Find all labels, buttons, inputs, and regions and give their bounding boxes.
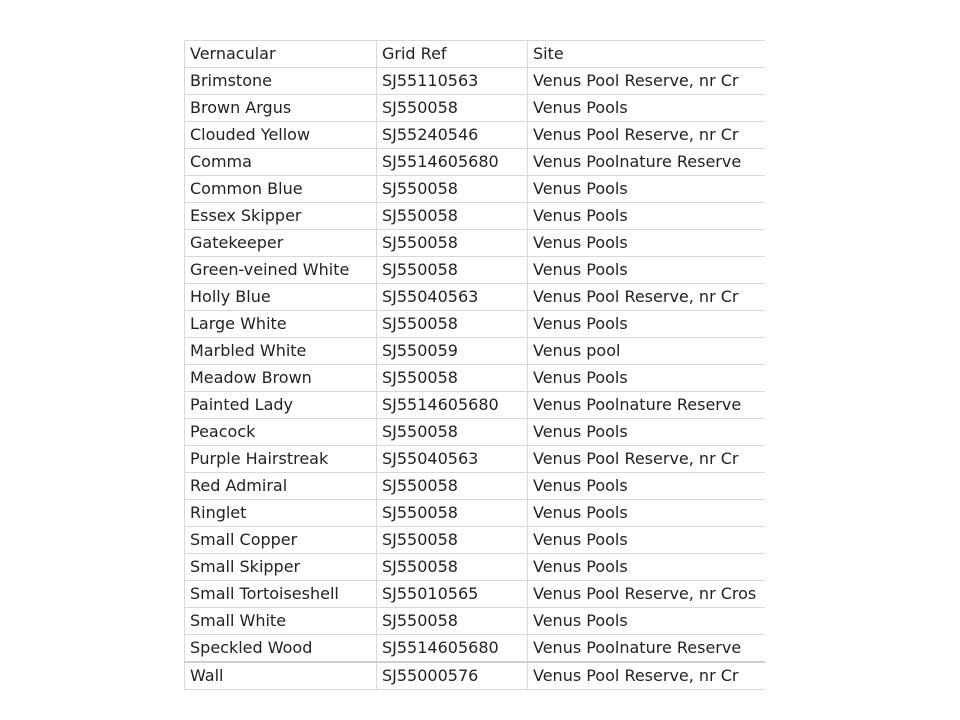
cell-vernacular: Small Tortoiseshell <box>185 581 377 608</box>
cell-vernacular: Comma <box>185 149 377 176</box>
header-grid-ref: Grid Ref <box>377 41 528 68</box>
cell-grid-ref: SJ550058 <box>377 365 528 392</box>
cell-vernacular: Brimstone <box>185 68 377 95</box>
cell-grid-ref: SJ550058 <box>377 95 528 122</box>
cell-site: Venus Pool Reserve, nr Cr <box>528 284 766 311</box>
cell-site: Venus Pools <box>528 176 766 203</box>
table-row <box>185 392 766 419</box>
cell-grid-ref: SJ550058 <box>377 473 528 500</box>
cell-site: Venus Pools <box>528 95 766 122</box>
cell-grid-ref: SJ550058 <box>377 257 528 284</box>
cell-vernacular: Small Skipper <box>185 554 377 581</box>
cell-grid-ref: SJ55010565 <box>377 581 528 608</box>
cell-grid-ref: SJ550058 <box>377 203 528 230</box>
cell-site: Venus Pool Reserve, nr Cros <box>528 581 766 608</box>
table-row <box>185 311 766 338</box>
cell-vernacular: Holly Blue <box>185 284 377 311</box>
cell-site: Venus Pools <box>528 230 766 257</box>
cell-site: Venus Pools <box>528 419 766 446</box>
cell-vernacular: Large White <box>185 311 377 338</box>
cell-site: Venus Poolnature Reserve <box>528 149 766 176</box>
cell-vernacular: Small Copper <box>185 527 377 554</box>
cell-site: Venus Pools <box>528 203 766 230</box>
table-row <box>185 203 766 230</box>
table-row <box>185 608 766 635</box>
cell-site: Venus Poolnature Reserve <box>528 392 766 419</box>
cell-vernacular: Clouded Yellow <box>185 122 377 149</box>
table-row <box>185 122 766 149</box>
cell-grid-ref: SJ550059 <box>377 338 528 365</box>
cell-grid-ref: SJ550058 <box>377 554 528 581</box>
table-row <box>185 257 766 284</box>
header-row <box>185 41 766 68</box>
table-row <box>185 365 766 392</box>
species-table <box>184 40 765 690</box>
cell-vernacular: Gatekeeper <box>185 230 377 257</box>
cell-vernacular: Brown Argus <box>185 95 377 122</box>
cell-grid-ref: SJ55000576 <box>377 662 528 690</box>
table-row <box>185 581 766 608</box>
table-row <box>185 419 766 446</box>
cell-site: Venus pool <box>528 338 766 365</box>
cell-grid-ref: SJ550058 <box>377 419 528 446</box>
table-row <box>185 500 766 527</box>
table-row <box>185 473 766 500</box>
cell-grid-ref: SJ550058 <box>377 176 528 203</box>
cell-site: Venus Pool Reserve, nr Cr <box>528 122 766 149</box>
cell-grid-ref: SJ55110563 <box>377 68 528 95</box>
cell-vernacular: Ringlet <box>185 500 377 527</box>
cell-site: Venus Pools <box>528 527 766 554</box>
cell-site: Venus Pools <box>528 608 766 635</box>
cell-site: Venus Poolnature Reserve <box>528 635 766 663</box>
cell-vernacular: Meadow Brown <box>185 365 377 392</box>
cell-site: Venus Pools <box>528 311 766 338</box>
cell-vernacular: Green-veined White <box>185 257 377 284</box>
cell-site: Venus Pool Reserve, nr Cr <box>528 662 766 690</box>
cell-grid-ref: SJ55240546 <box>377 122 528 149</box>
table-row <box>185 68 766 95</box>
table-row <box>185 176 766 203</box>
cell-vernacular: Small White <box>185 608 377 635</box>
cell-grid-ref: SJ55040563 <box>377 284 528 311</box>
header-vernacular: Vernacular <box>185 41 377 68</box>
cell-site: Venus Pools <box>528 365 766 392</box>
cell-grid-ref: SJ550058 <box>377 527 528 554</box>
table-row <box>185 527 766 554</box>
cell-vernacular: Speckled Wood <box>185 635 377 663</box>
table-row <box>185 284 766 311</box>
table-row <box>185 635 766 663</box>
table-row <box>185 338 766 365</box>
cell-site: Venus Pools <box>528 554 766 581</box>
header-site: Site <box>528 41 766 68</box>
cell-vernacular: Peacock <box>185 419 377 446</box>
cell-site: Venus Pool Reserve, nr Cr <box>528 446 766 473</box>
table-row <box>185 554 766 581</box>
cell-site: Venus Pools <box>528 473 766 500</box>
cell-grid-ref: SJ5514605680 <box>377 635 528 663</box>
cell-site: Venus Pools <box>528 500 766 527</box>
table-row <box>185 446 766 473</box>
cell-grid-ref: SJ550058 <box>377 230 528 257</box>
species-table-container <box>184 40 765 690</box>
cell-grid-ref: SJ550058 <box>377 311 528 338</box>
table-row <box>185 95 766 122</box>
table-row <box>185 662 766 690</box>
table-row <box>185 230 766 257</box>
cell-grid-ref: SJ5514605680 <box>377 392 528 419</box>
cell-vernacular: Purple Hairstreak <box>185 446 377 473</box>
table-row <box>185 149 766 176</box>
cell-vernacular: Painted Lady <box>185 392 377 419</box>
cell-vernacular: Wall <box>185 662 377 690</box>
cell-vernacular: Common Blue <box>185 176 377 203</box>
cell-vernacular: Red Admiral <box>185 473 377 500</box>
cell-grid-ref: SJ550058 <box>377 608 528 635</box>
cell-grid-ref: SJ5514605680 <box>377 149 528 176</box>
cell-vernacular: Marbled White <box>185 338 377 365</box>
cell-site: Venus Pool Reserve, nr Cr <box>528 68 766 95</box>
cell-grid-ref: SJ550058 <box>377 500 528 527</box>
cell-grid-ref: SJ55040563 <box>377 446 528 473</box>
cell-site: Venus Pools <box>528 257 766 284</box>
cell-vernacular: Essex Skipper <box>185 203 377 230</box>
